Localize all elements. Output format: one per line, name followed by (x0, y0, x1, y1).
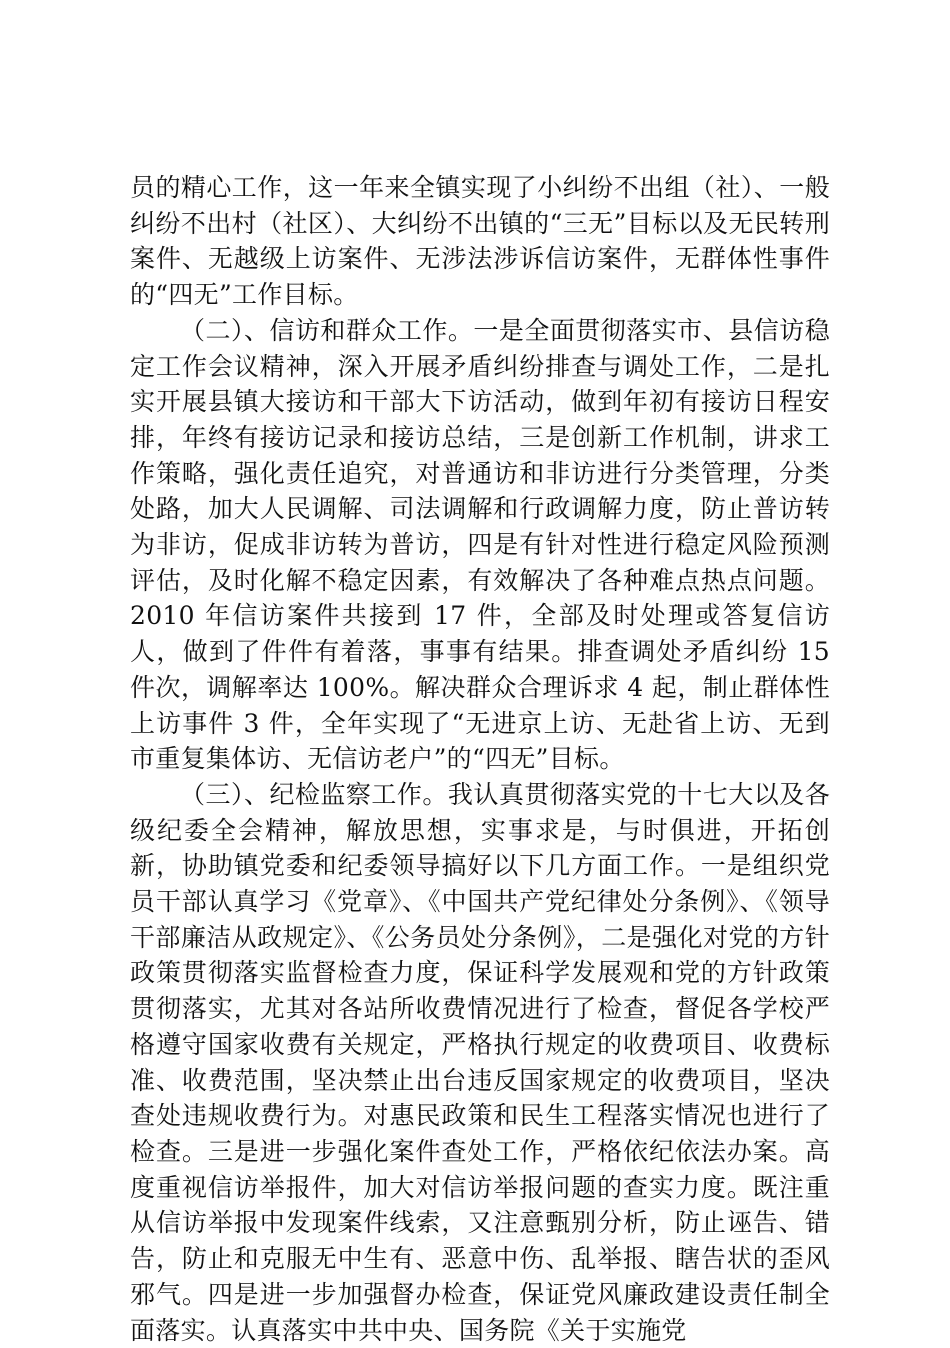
paragraph-discipline-inspection: （三）、纪检监察工作。我认真贯彻落实党的十七大以及各级纪委全会精神，解放思想，实事求是，与时俱进，开拓创新，协助镇党委和纪委领导搞好以下几方面工作。一是组织党员干部认真学习《党章》、《中国共产党纪律处分条例》、《领导干部廉洁从政规定》、《公务员处分条例》，二是强化对党的方针政策贯彻落实监督检查力度，保证科学发展观和党的方针政策贯彻落实，尤其对各站所收费情况进行了检查，督促各学校严格遵守国家收费有关规定，严格执行规定的收费项目、收费标准、收费范围，坚决禁止出台违反国家规定的收费项目，坚决查处违规收费行为。对惠民政策和民生工程落实情况也进行了检查。三是进一步强化案件查处工作，严格依纪依法办案。高度重视信访举报件，加大对信访举报问题的查实力度。既注重从信访举报中发现案件线索，又注意甄别分析，防止诬告、错告，防止和克服无中生有、恶意中伤、乱举报、瞎告状的歪风邪气。四是进一步加强督办检查，保证党风廉政建设责任制全面落实。认真落实中共中央、国务院《关于实施党 (130, 779, 830, 1345)
paragraph-continuation: 员的精心工作，这一年来全镇实现了小纠纷不出组（社）、一般纠纷不出村（社区）、大纠纷不出镇的“三无”目标以及无民转刑案件、无越级上访案件、无涉法涉诉信访案件，无群体性事件的“四无”工作目标。 (130, 173, 830, 310)
document-body (130, 170, 830, 1348)
paragraph-petition-work: （二）、信访和群众工作。一是全面贯彻落实市、县信访稳定工作会议精神，深入开展矛盾纠纷排查与调处工作，二是扎实开展县镇大接访和干部大下访活动，做到年初有接访日程安排，年终有接访记录和接访总结，三是创新工作机制，讲求工作策略，强化责任追究，对普通访和非访进行分类管理，分类处路，加大人民调解、司法调解和行政调解力度，防止普访转为非访，促成非访转为普访，四是有针对性进行稳定风险预测评估，及时化解不稳定因素，有效解决了各种难点热点问题。2010 年信访案件共接到 17 件，全部及时处理或答复信访人，做到了件件有着落，事事有结果。排查调处矛盾纠纷 15 件次，调解率达 100%。解决群众合理诉求 4 起，制止群体性上访事件 3 件，全年实现了“无进京上访、无赴省上访、无到市重复集体访、无信访老户”的“四无”目标。 (130, 315, 830, 774)
